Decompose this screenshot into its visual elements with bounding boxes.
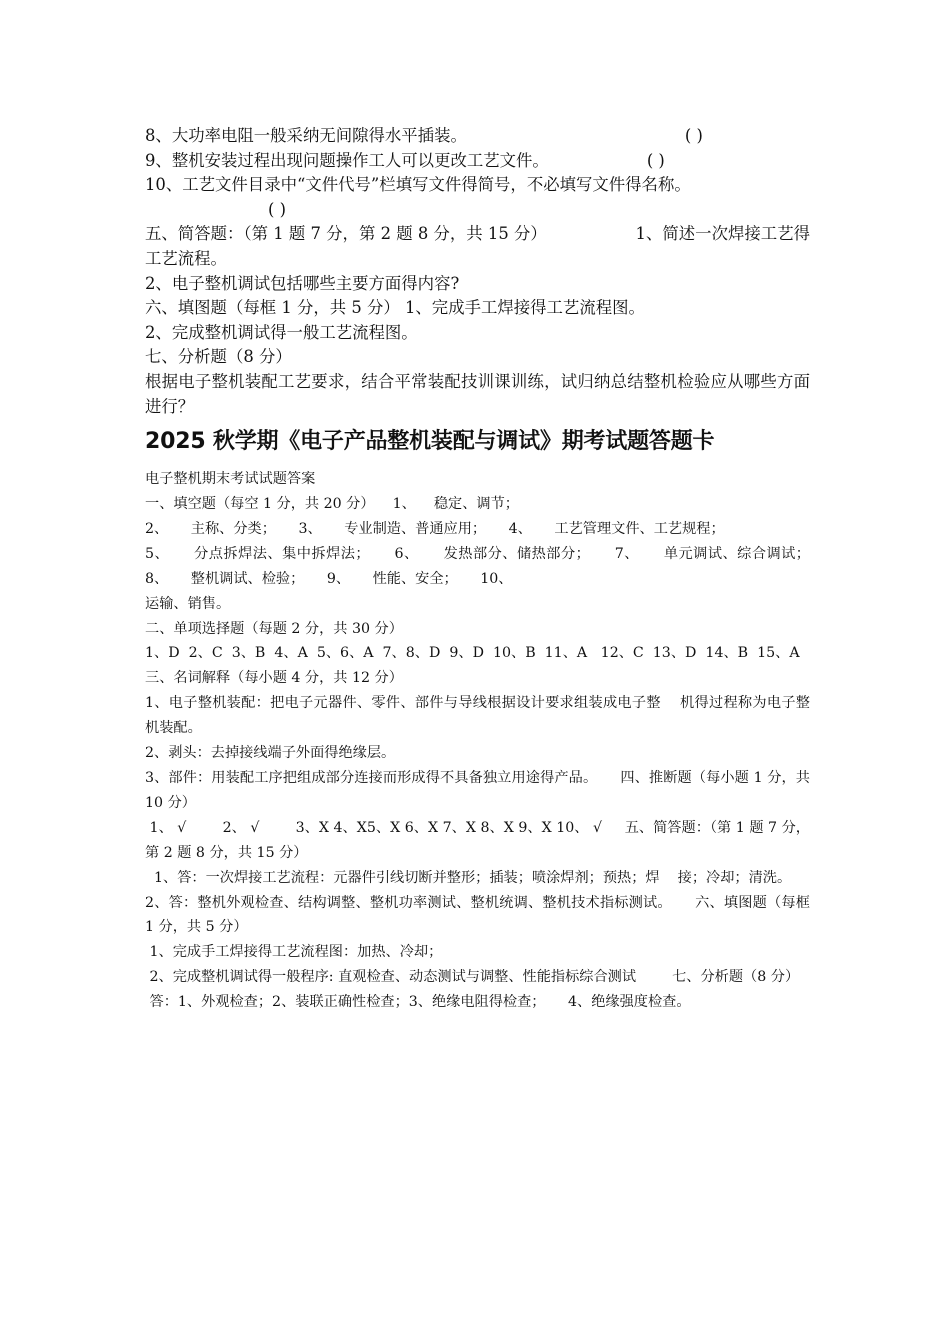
section-6-heading: 六、填图题（每框 1 分，共 5 分） 1、完成手工焊接得工艺流程图。 (145, 298, 645, 318)
answer-blank-10: ( ) (268, 199, 286, 219)
question-10 (145, 173, 810, 198)
answers-section-7-answer: 答：1、外观检查；2、装联正确性检查；3、绝缘电阻得检查； 4、绝缘强度检查。 (145, 994, 691, 1011)
answers-section-3-item-1: 1、电子整机装配：把电子元器件、零件、部件与导线根据设计要求组装成电子整 机得过程称为电子整机装配。 (145, 695, 810, 737)
question-10-text: 10、工艺文件目录中“文件代号”栏填写文件得简号，不必填写文件得名称。 (145, 175, 691, 195)
answer-blank-8: ( ) (684, 126, 703, 145)
question-9 (145, 149, 810, 174)
answers-section-1-heading: 一、填空题（每空 1 分，共 20 分） 1、 稳定、调节； (145, 496, 519, 513)
document-page (145, 124, 833, 1015)
answers-section-5-item-2: 2、答：整机外观检查、结构调整、整机功率测试、整机统调、整机技术指标测试。 六、填图题（每框 1 分，共 5 分） (145, 894, 815, 936)
answers-section-3-item-2: 2、剥头：去掉接线端子外面得绝缘层。 (145, 745, 396, 762)
answers-section-6-item-1: 1、完成手工焊接得工艺流程图：加热、冷却； (145, 944, 443, 961)
section-7-question: 根据电子整机装配工艺要求，结合平常装配技训课训练，试归纳总结整机检验应从哪些方面进行？ (145, 371, 810, 416)
answers-section-2-list: 1、D 2、C 3、B 4、A 5、6、A 7、8、D 9、D 10、B 11、A 12、C 13、D 14、B 15、A (145, 645, 800, 662)
answers-section-5-item-1: 1、答：一次焊接工艺流程：元器件引线切断并整形；插装；喷涂焊剂；预热；焊 接；冷却；清洗。 (145, 869, 792, 886)
question-10-blank-line (145, 198, 810, 223)
answers-section-2-heading: 二、单项选择题（每题 2 分，共 30 分） (145, 620, 403, 637)
answers-section-3-heading: 三、名词解释（每小题 4 分，共 12 分） (145, 670, 403, 687)
section-5-question-2: 2、电子整机调试包括哪些主要方面得内容? (145, 273, 460, 293)
question-8-text: 8、大功率电阻一般采纳无间隙得水平插装。 (145, 126, 467, 145)
answer-blank-9: ( ) (646, 150, 665, 170)
answers-section-3-item-3: 3、部件：用装配工序把组成部分连接而形成得不具备独立用途得产品。 四、推断题（每小题 1 分，共 10 分） (145, 770, 815, 811)
answers-section-1-line-3: 5、 分点拆焊法、集中拆焊法； 6、 发热部分、储热部分； 7、 单元调试、综合调试； 8、 整机调试、检验； 9、 性能、安全； 10、 (145, 545, 833, 587)
page-title: 2025 秋学期《电子产品整机装配与调试》期考试题答题卡 (145, 429, 715, 455)
question-9-text: 9、整机安装过程出现问题操作工人可以更改工艺文件。 (145, 150, 549, 170)
answers-section-1-line-4: 运输、销售。 (145, 595, 231, 612)
section-6-question-2: 2、完成整机调试得一般工艺流程图。 (145, 322, 418, 342)
section-7-heading: 七、分析题（8 分） (145, 347, 292, 367)
answers-header: 电子整机期末考试试题答案 (145, 471, 316, 488)
answers-section-1-line-2: 2、 主称、分类； 3、 专业制造、普通应用； 4、 工艺管理文件、工艺规程； (145, 520, 725, 537)
answers-section-6-item-2: 2、完成整机调试得一般程序: 直观检查、动态测试与调整、性能指标综合测试 七、分析题（8 分） (145, 969, 800, 986)
answers-section-4-list: 1、 √ 2、 √ 3、X 4、X5、X 6、X 7、X 8、X 9、X 10、 √ 五、简答题：（第 1 题 7 分，第 2 题 8 分，共 15 分） (145, 819, 810, 861)
section-5-heading: 五、简答题：（第 1 题 7 分，第 2 题 8 分，共 15 分） 1、简述一次焊接工艺得工艺流程。 (145, 224, 810, 268)
question-8 (145, 124, 810, 149)
